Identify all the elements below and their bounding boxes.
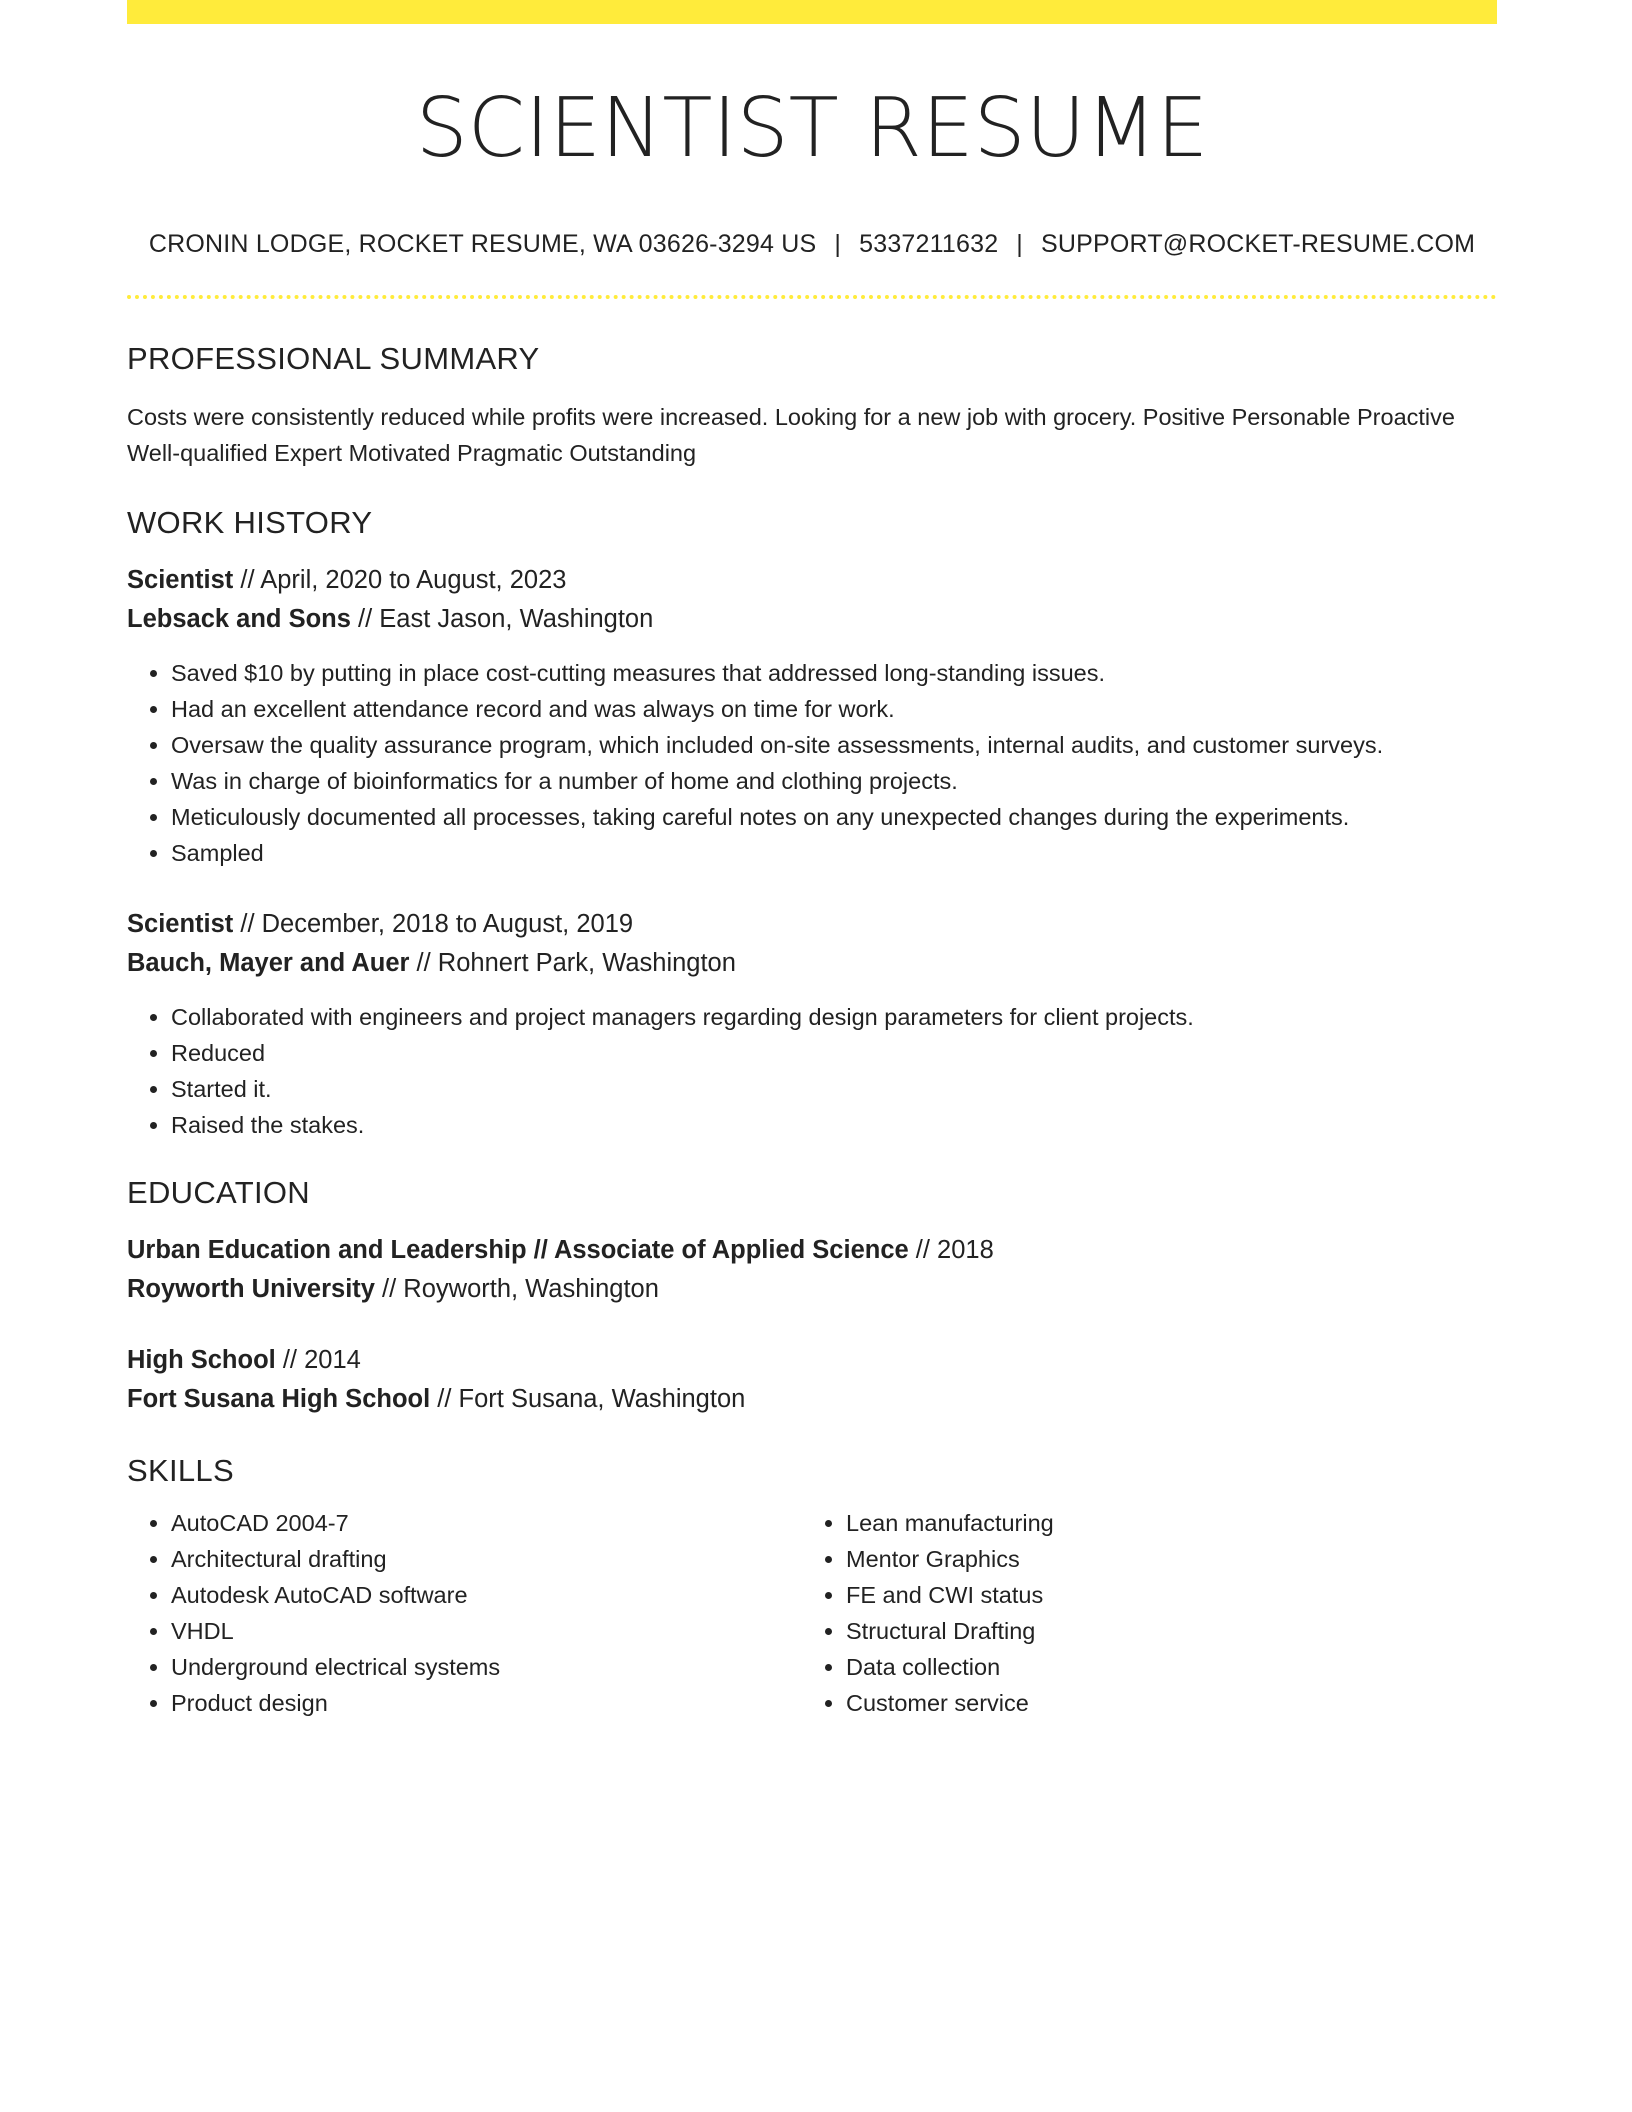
summary-text: Costs were consistently reduced while profits were increased. Looking for a new job with grocery. Positive Personable Proactive Well-qualified Expert Motivated Pragmatic Outstanding (127, 404, 1455, 467)
top-accent-bar (127, 0, 1497, 24)
resume-page (127, 0, 1497, 1721)
contact-phone: 5337211632 (859, 230, 999, 259)
page-title: SCIENTIST RESUME (415, 81, 1209, 176)
education-school: Royworth University (127, 1275, 375, 1304)
contact-separator: | (1016, 230, 1023, 259)
list-item: • Started it. (171, 1071, 1497, 1107)
job-title-line (127, 561, 1497, 600)
skills-column-right (802, 1505, 1402, 1721)
job-entry (127, 905, 1497, 1143)
job-entry (127, 561, 1497, 871)
education-degree-line (127, 1341, 1497, 1380)
education-school-line (127, 1270, 1497, 1309)
job-title: Scientist (127, 910, 234, 939)
education-heading: EDUCATION (127, 1175, 310, 1211)
list-item: • Oversaw the quality assurance program, which included on-site assessments, internal audits, and customer surveys. (171, 727, 1497, 763)
job-company: Lebsack and Sons (127, 605, 351, 634)
list-item: • Saved $10 by putting in place cost-cutting measures that addressed long-standing issues. (171, 655, 1497, 691)
list-item: • Mentor Graphics (846, 1541, 1402, 1577)
skills-heading: SKILLS (127, 1453, 234, 1489)
education-degree: Urban Education and Leadership // Associate of Applied Science (127, 1236, 909, 1265)
summary-heading: PROFESSIONAL SUMMARY (127, 341, 540, 377)
list-item: • Was in charge of bioinformatics for a number of home and clothing projects. (171, 763, 1497, 799)
list-item: • Reduced (171, 1035, 1497, 1071)
education-school: Fort Susana High School (127, 1385, 431, 1414)
list-item: • Meticulously documented all processes, taking careful notes on any unexpected changes during the experiments. (171, 799, 1497, 835)
job-title: Scientist (127, 566, 234, 595)
list-item: • Data collection (846, 1649, 1402, 1685)
list-item: • Architectural drafting (171, 1541, 802, 1577)
job-dates: // December, 2018 to August, 2019 (233, 910, 634, 939)
education-degree-line (127, 1231, 1497, 1270)
list-item: • Customer service (846, 1685, 1402, 1721)
contact-address: CRONIN LODGE, ROCKET RESUME, WA 03626-3294 US (148, 230, 817, 259)
list-item: • Underground electrical systems (171, 1649, 802, 1685)
job-bullets (127, 655, 1497, 871)
education-degree: High School (127, 1346, 276, 1375)
dotted-divider (127, 295, 1497, 299)
job-location: // Rohnert Park, Washington (409, 949, 736, 978)
list-item: • VHDL (171, 1613, 802, 1649)
job-bullets (127, 999, 1497, 1143)
job-dates: // April, 2020 to August, 2023 (233, 566, 567, 595)
skills-column-left (127, 1505, 802, 1721)
skills-columns (127, 1505, 1497, 1721)
job-company: Bauch, Mayer and Auer (127, 949, 410, 978)
list-item: • Product design (171, 1685, 802, 1721)
job-company-line (127, 600, 1497, 639)
list-item: • Raised the stakes. (171, 1107, 1497, 1143)
education-entry (127, 1341, 1497, 1419)
job-company-line (127, 944, 1497, 983)
list-item: • Structural Drafting (846, 1613, 1402, 1649)
education-location: // Royworth, Washington (374, 1275, 659, 1304)
education-location: // Fort Susana, Washington (430, 1385, 746, 1414)
list-item: • Sampled (171, 835, 1497, 871)
list-item: • Had an excellent attendance record and was always on time for work. (171, 691, 1497, 727)
list-item: • FE and CWI status (846, 1577, 1402, 1613)
contact-separator: | (834, 230, 842, 259)
list-item: • Lean manufacturing (846, 1505, 1402, 1541)
list-item: • Autodesk AutoCAD software (171, 1577, 802, 1613)
list-item: • Collaborated with engineers and project managers regarding design parameters for client projects. (171, 999, 1497, 1035)
education-year: // 2018 (908, 1236, 994, 1265)
education-year: // 2014 (275, 1346, 361, 1375)
list-item: • AutoCAD 2004-7 (171, 1505, 802, 1541)
skills-list (127, 1505, 802, 1721)
job-location: // East Jason, Washington (350, 605, 654, 634)
skills-list (802, 1505, 1402, 1721)
education-school-line (127, 1380, 1497, 1419)
contact-email: SUPPORT@ROCKET-RESUME.COM (1041, 230, 1476, 259)
education-entry (127, 1231, 1497, 1309)
job-title-line (127, 905, 1497, 944)
contact-line (127, 230, 1497, 259)
work-history-heading: WORK HISTORY (127, 505, 373, 541)
